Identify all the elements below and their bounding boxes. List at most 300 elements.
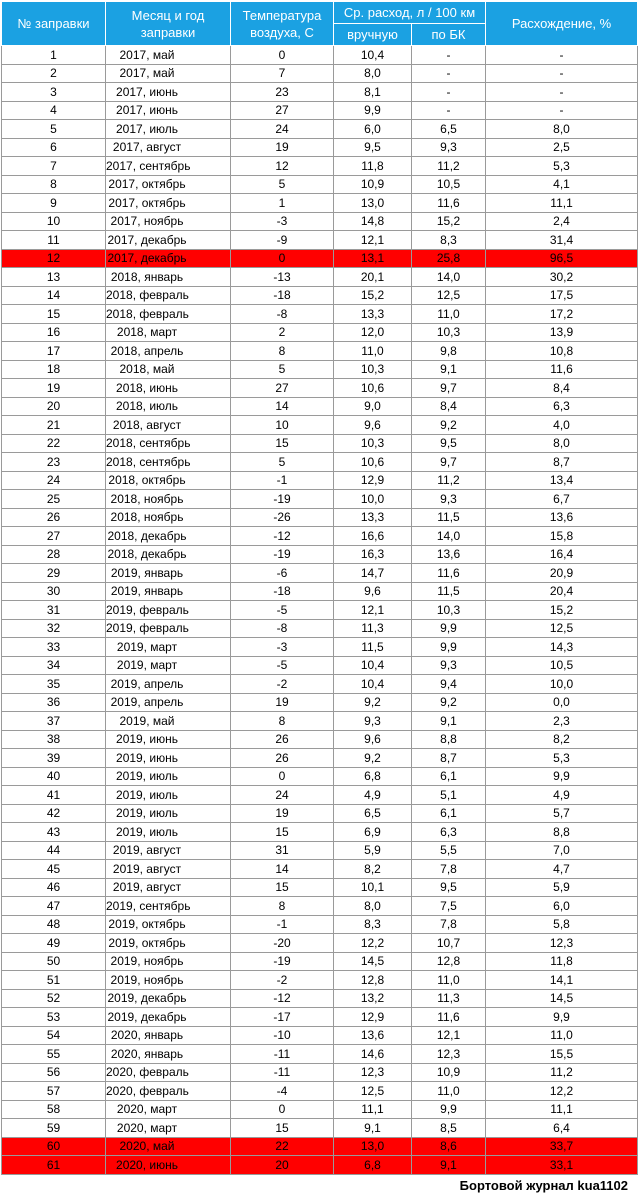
cell-temperature: 5: [231, 360, 334, 379]
table-row: [2, 64, 638, 83]
cell-manual: 10,1: [334, 878, 412, 897]
cell-temperature: 5: [231, 453, 334, 472]
cell-temperature: 15: [231, 823, 334, 842]
cell-temperature: 15: [231, 878, 334, 897]
cell-by-computer: 10,7: [412, 934, 486, 953]
cell-by-computer: 12,1: [412, 1026, 486, 1045]
cell-refuel-no: 18: [2, 360, 106, 379]
cell-discrepancy: 11,8: [486, 952, 638, 971]
header-month-year-line2: заправки: [140, 24, 196, 40]
cell-refuel-no: 54: [2, 1026, 106, 1045]
cell-manual: 13,3: [334, 305, 412, 324]
cell-month-year: 2019, март: [106, 638, 231, 657]
cell-temperature: -12: [231, 527, 334, 546]
table-row: [2, 675, 638, 694]
cell-temperature: -17: [231, 1008, 334, 1027]
cell-discrepancy: 4,9: [486, 786, 638, 805]
cell-refuel-no: 48: [2, 915, 106, 934]
cell-refuel-no: 46: [2, 878, 106, 897]
cell-temperature: 12: [231, 157, 334, 176]
cell-refuel-no: 61: [2, 1156, 106, 1175]
cell-discrepancy: 33,1: [486, 1156, 638, 1175]
cell-discrepancy: 13,6: [486, 508, 638, 527]
cell-refuel-no: 7: [2, 157, 106, 176]
cell-month-year: 2017, ноябрь: [106, 212, 231, 231]
cell-by-computer: 9,9: [412, 638, 486, 657]
cell-refuel-no: 59: [2, 1119, 106, 1138]
cell-refuel-no: 5: [2, 120, 106, 139]
cell-temperature: -11: [231, 1063, 334, 1082]
cell-refuel-no: 42: [2, 804, 106, 823]
cell-refuel-no: 34: [2, 656, 106, 675]
cell-discrepancy: 14,5: [486, 989, 638, 1008]
cell-discrepancy: 16,4: [486, 545, 638, 564]
cell-discrepancy: 17,5: [486, 286, 638, 305]
cell-by-computer: 12,8: [412, 952, 486, 971]
table-row: [2, 342, 638, 361]
cell-manual: 10,3: [334, 360, 412, 379]
cell-discrepancy: 8,8: [486, 823, 638, 842]
header-manual: вручную: [334, 24, 412, 46]
cell-month-year: 2019, июль: [106, 804, 231, 823]
cell-manual: 10,4: [334, 675, 412, 694]
table-row: [2, 582, 638, 601]
table-row: [2, 545, 638, 564]
cell-month-year: 2019, март: [106, 656, 231, 675]
cell-by-computer: 12,5: [412, 286, 486, 305]
cell-month-year: 2019, январь: [106, 582, 231, 601]
cell-temperature: -3: [231, 212, 334, 231]
table-row: [2, 212, 638, 231]
cell-manual: 10,4: [334, 656, 412, 675]
cell-by-computer: 11,5: [412, 582, 486, 601]
table-row: [2, 323, 638, 342]
cell-temperature: 22: [231, 1137, 334, 1156]
cell-month-year: 2019, август: [106, 841, 231, 860]
cell-by-computer: 9,9: [412, 619, 486, 638]
cell-month-year: 2018, май: [106, 360, 231, 379]
cell-by-computer: 9,9: [412, 1100, 486, 1119]
cell-discrepancy: 6,7: [486, 490, 638, 509]
cell-month-year: 2019, ноябрь: [106, 952, 231, 971]
cell-month-year: 2019, октябрь: [106, 915, 231, 934]
fuel-consumption-table: [1, 1, 638, 1175]
cell-temperature: 19: [231, 693, 334, 712]
cell-manual: 9,6: [334, 416, 412, 435]
cell-temperature: -4: [231, 1082, 334, 1101]
cell-by-computer: -: [412, 101, 486, 120]
table-row: [2, 915, 638, 934]
table-row: [2, 693, 638, 712]
cell-by-computer: 25,8: [412, 249, 486, 268]
table-row-highlighted: [2, 1137, 638, 1156]
cell-month-year: 2020, июнь: [106, 1156, 231, 1175]
cell-temperature: 1: [231, 194, 334, 213]
cell-manual: 8,2: [334, 860, 412, 879]
cell-temperature: 0: [231, 46, 334, 65]
cell-by-computer: 6,3: [412, 823, 486, 842]
table-row: [2, 749, 638, 768]
cell-month-year: 2020, январь: [106, 1026, 231, 1045]
cell-temperature: -13: [231, 268, 334, 287]
cell-temperature: -6: [231, 564, 334, 583]
cell-refuel-no: 37: [2, 712, 106, 731]
cell-discrepancy: 33,7: [486, 1137, 638, 1156]
cell-refuel-no: 16: [2, 323, 106, 342]
table-row: [2, 434, 638, 453]
cell-manual: 8,0: [334, 897, 412, 916]
cell-discrepancy: 4,1: [486, 175, 638, 194]
cell-manual: 10,6: [334, 379, 412, 398]
cell-by-computer: 5,5: [412, 841, 486, 860]
cell-refuel-no: 26: [2, 508, 106, 527]
header-discrepancy: Расхождение, %: [486, 2, 638, 46]
cell-discrepancy: 11,6: [486, 360, 638, 379]
cell-month-year: 2019, август: [106, 860, 231, 879]
cell-manual: 11,8: [334, 157, 412, 176]
cell-refuel-no: 36: [2, 693, 106, 712]
cell-month-year: 2018, сентябрь: [106, 434, 231, 453]
table-row: [2, 656, 638, 675]
cell-refuel-no: 47: [2, 897, 106, 916]
cell-temperature: 26: [231, 730, 334, 749]
cell-by-computer: 9,5: [412, 878, 486, 897]
header-consumption: Ср. расход, л / 100 км: [334, 2, 486, 24]
cell-discrepancy: 4,0: [486, 416, 638, 435]
cell-temperature: -5: [231, 656, 334, 675]
cell-discrepancy: 12,5: [486, 619, 638, 638]
cell-manual: 12,1: [334, 231, 412, 250]
cell-by-computer: 8,8: [412, 730, 486, 749]
table-row: [2, 564, 638, 583]
table-row: [2, 767, 638, 786]
cell-temperature: 20: [231, 1156, 334, 1175]
table-row: [2, 952, 638, 971]
cell-refuel-no: 15: [2, 305, 106, 324]
table-row: [2, 101, 638, 120]
cell-month-year: 2020, февраль: [106, 1063, 231, 1082]
cell-manual: 13,6: [334, 1026, 412, 1045]
cell-by-computer: 10,3: [412, 601, 486, 620]
cell-temperature: 27: [231, 379, 334, 398]
cell-temperature: 8: [231, 897, 334, 916]
cell-manual: 13,0: [334, 1137, 412, 1156]
cell-manual: 11,1: [334, 1100, 412, 1119]
table-row: [2, 416, 638, 435]
cell-manual: 10,6: [334, 453, 412, 472]
table-row: [2, 823, 638, 842]
table-row: [2, 157, 638, 176]
table-row: [2, 138, 638, 157]
cell-by-computer: 11,6: [412, 1008, 486, 1027]
cell-month-year: 2019, июнь: [106, 730, 231, 749]
cell-discrepancy: 8,0: [486, 120, 638, 139]
cell-temperature: -2: [231, 675, 334, 694]
cell-month-year: 2017, декабрь: [106, 249, 231, 268]
cell-refuel-no: 51: [2, 971, 106, 990]
cell-month-year: 2018, декабрь: [106, 527, 231, 546]
header-temperature: [231, 2, 334, 46]
cell-by-computer: 9,7: [412, 379, 486, 398]
cell-refuel-no: 23: [2, 453, 106, 472]
cell-by-computer: 9,2: [412, 693, 486, 712]
cell-refuel-no: 25: [2, 490, 106, 509]
cell-manual: 20,1: [334, 268, 412, 287]
table-row: [2, 619, 638, 638]
cell-temperature: 14: [231, 397, 334, 416]
cell-by-computer: 10,9: [412, 1063, 486, 1082]
table-row: [2, 730, 638, 749]
cell-discrepancy: 8,7: [486, 453, 638, 472]
cell-by-computer: 7,8: [412, 915, 486, 934]
cell-by-computer: 9,1: [412, 360, 486, 379]
cell-temperature: -10: [231, 1026, 334, 1045]
header-refuel-no: № заправки: [2, 2, 106, 46]
table-row: [2, 379, 638, 398]
cell-manual: 10,0: [334, 490, 412, 509]
cell-manual: 9,6: [334, 582, 412, 601]
cell-temperature: 15: [231, 1119, 334, 1138]
cell-refuel-no: 22: [2, 434, 106, 453]
cell-month-year: 2018, октябрь: [106, 471, 231, 490]
cell-refuel-no: 11: [2, 231, 106, 250]
cell-manual: 6,8: [334, 1156, 412, 1175]
cell-discrepancy: 13,9: [486, 323, 638, 342]
table-row: [2, 638, 638, 657]
table-row: [2, 1026, 638, 1045]
header-temperature-line1: Температура: [242, 7, 322, 23]
cell-discrepancy: 5,7: [486, 804, 638, 823]
cell-temperature: 26: [231, 749, 334, 768]
table-row: [2, 1119, 638, 1138]
cell-discrepancy: 12,3: [486, 934, 638, 953]
cell-manual: 8,3: [334, 915, 412, 934]
cell-manual: 14,8: [334, 212, 412, 231]
cell-temperature: 0: [231, 249, 334, 268]
table-row: [2, 305, 638, 324]
table-row: [2, 971, 638, 990]
cell-temperature: 31: [231, 841, 334, 860]
cell-temperature: 14: [231, 860, 334, 879]
cell-discrepancy: 2,4: [486, 212, 638, 231]
table-header: [2, 2, 638, 46]
cell-refuel-no: 8: [2, 175, 106, 194]
cell-by-computer: 13,6: [412, 545, 486, 564]
cell-manual: 8,0: [334, 64, 412, 83]
cell-refuel-no: 3: [2, 83, 106, 102]
cell-discrepancy: 20,4: [486, 582, 638, 601]
cell-discrepancy: 9,9: [486, 1008, 638, 1027]
cell-discrepancy: 12,2: [486, 1082, 638, 1101]
cell-month-year: 2020, февраль: [106, 1082, 231, 1101]
cell-discrepancy: 10,8: [486, 342, 638, 361]
cell-refuel-no: 58: [2, 1100, 106, 1119]
header-month-year: [106, 2, 231, 46]
cell-refuel-no: 44: [2, 841, 106, 860]
cell-refuel-no: 10: [2, 212, 106, 231]
table-row: [2, 508, 638, 527]
cell-refuel-no: 43: [2, 823, 106, 842]
cell-refuel-no: 13: [2, 268, 106, 287]
table-row: [2, 860, 638, 879]
cell-refuel-no: 33: [2, 638, 106, 657]
cell-manual: 9,3: [334, 712, 412, 731]
cell-discrepancy: 11,0: [486, 1026, 638, 1045]
cell-manual: 12,3: [334, 1063, 412, 1082]
cell-discrepancy: 15,2: [486, 601, 638, 620]
cell-by-computer: 8,4: [412, 397, 486, 416]
cell-temperature: 24: [231, 786, 334, 805]
cell-temperature: -2: [231, 971, 334, 990]
cell-refuel-no: 32: [2, 619, 106, 638]
cell-manual: 9,5: [334, 138, 412, 157]
cell-temperature: -19: [231, 952, 334, 971]
table-row: [2, 46, 638, 65]
cell-discrepancy: 30,2: [486, 268, 638, 287]
cell-month-year: 2019, декабрь: [106, 989, 231, 1008]
cell-month-year: 2019, июль: [106, 767, 231, 786]
table-row: [2, 1063, 638, 1082]
cell-month-year: 2020, март: [106, 1119, 231, 1138]
cell-month-year: 2018, февраль: [106, 286, 231, 305]
cell-temperature: 8: [231, 342, 334, 361]
cell-by-computer: 11,0: [412, 1082, 486, 1101]
cell-manual: 6,5: [334, 804, 412, 823]
cell-refuel-no: 39: [2, 749, 106, 768]
cell-temperature: 15: [231, 434, 334, 453]
cell-month-year: 2017, декабрь: [106, 231, 231, 250]
cell-manual: 10,9: [334, 175, 412, 194]
table-row: [2, 841, 638, 860]
cell-manual: 9,6: [334, 730, 412, 749]
cell-by-computer: 11,3: [412, 989, 486, 1008]
cell-discrepancy: 11,1: [486, 1100, 638, 1119]
table-body: [2, 46, 638, 1175]
cell-manual: 10,3: [334, 434, 412, 453]
cell-refuel-no: 40: [2, 767, 106, 786]
cell-temperature: -18: [231, 286, 334, 305]
cell-manual: 12,9: [334, 1008, 412, 1027]
table-row: [2, 471, 638, 490]
cell-manual: 11,0: [334, 342, 412, 361]
cell-discrepancy: 5,8: [486, 915, 638, 934]
cell-refuel-no: 1: [2, 46, 106, 65]
cell-month-year: 2019, май: [106, 712, 231, 731]
cell-month-year: 2019, сентябрь: [106, 897, 231, 916]
table-row: [2, 897, 638, 916]
cell-by-computer: 7,5: [412, 897, 486, 916]
cell-temperature: -19: [231, 545, 334, 564]
cell-manual: 8,1: [334, 83, 412, 102]
cell-discrepancy: 11,1: [486, 194, 638, 213]
cell-month-year: 2019, апрель: [106, 693, 231, 712]
cell-manual: 10,4: [334, 46, 412, 65]
cell-refuel-no: 52: [2, 989, 106, 1008]
table-row: [2, 1082, 638, 1101]
cell-refuel-no: 24: [2, 471, 106, 490]
cell-by-computer: -: [412, 64, 486, 83]
cell-temperature: 0: [231, 1100, 334, 1119]
cell-discrepancy: -: [486, 83, 638, 102]
cell-discrepancy: 5,3: [486, 157, 638, 176]
cell-temperature: 2: [231, 323, 334, 342]
cell-discrepancy: 11,2: [486, 1063, 638, 1082]
cell-discrepancy: 4,7: [486, 860, 638, 879]
cell-by-computer: 8,6: [412, 1137, 486, 1156]
cell-by-computer: 9,3: [412, 656, 486, 675]
cell-month-year: 2017, июнь: [106, 101, 231, 120]
cell-refuel-no: 57: [2, 1082, 106, 1101]
cell-discrepancy: 10,0: [486, 675, 638, 694]
cell-discrepancy: 14,1: [486, 971, 638, 990]
cell-manual: 13,1: [334, 249, 412, 268]
cell-month-year: 2019, февраль: [106, 619, 231, 638]
cell-manual: 16,6: [334, 527, 412, 546]
cell-month-year: 2019, январь: [106, 564, 231, 583]
cell-discrepancy: 7,0: [486, 841, 638, 860]
cell-manual: 9,0: [334, 397, 412, 416]
cell-refuel-no: 4: [2, 101, 106, 120]
cell-discrepancy: 17,2: [486, 305, 638, 324]
table-row: [2, 786, 638, 805]
cell-by-computer: 11,6: [412, 564, 486, 583]
cell-temperature: -5: [231, 601, 334, 620]
cell-discrepancy: 8,0: [486, 434, 638, 453]
cell-manual: 15,2: [334, 286, 412, 305]
cell-temperature: 19: [231, 138, 334, 157]
cell-by-computer: 14,0: [412, 268, 486, 287]
cell-by-computer: 12,3: [412, 1045, 486, 1064]
footer-caption: Бортовой журнал kua1102: [459, 1178, 628, 1193]
table-row: [2, 268, 638, 287]
cell-by-computer: 7,8: [412, 860, 486, 879]
cell-temperature: 24: [231, 120, 334, 139]
cell-refuel-no: 35: [2, 675, 106, 694]
cell-month-year: 2017, август: [106, 138, 231, 157]
cell-temperature: -9: [231, 231, 334, 250]
cell-month-year: 2017, октябрь: [106, 194, 231, 213]
header-month-year-line1: Месяц и год: [131, 7, 205, 23]
cell-month-year: 2020, март: [106, 1100, 231, 1119]
cell-month-year: 2018, ноябрь: [106, 490, 231, 509]
cell-discrepancy: 20,9: [486, 564, 638, 583]
cell-by-computer: 9,1: [412, 712, 486, 731]
cell-month-year: 2017, май: [106, 64, 231, 83]
cell-temperature: 8: [231, 712, 334, 731]
table-row: [2, 1100, 638, 1119]
cell-refuel-no: 14: [2, 286, 106, 305]
cell-temperature: 7: [231, 64, 334, 83]
table-row-highlighted: [2, 1156, 638, 1175]
cell-month-year: 2018, январь: [106, 268, 231, 287]
cell-manual: 12,2: [334, 934, 412, 953]
table-row-highlighted: [2, 249, 638, 268]
cell-month-year: 2018, ноябрь: [106, 508, 231, 527]
cell-temperature: 0: [231, 767, 334, 786]
cell-manual: 12,0: [334, 323, 412, 342]
cell-by-computer: 14,0: [412, 527, 486, 546]
cell-temperature: 19: [231, 804, 334, 823]
table-row: [2, 175, 638, 194]
cell-temperature: 23: [231, 83, 334, 102]
table-row: [2, 120, 638, 139]
cell-manual: 11,5: [334, 638, 412, 657]
cell-refuel-no: 41: [2, 786, 106, 805]
cell-by-computer: 11,6: [412, 194, 486, 213]
cell-refuel-no: 56: [2, 1063, 106, 1082]
cell-discrepancy: 9,9: [486, 767, 638, 786]
cell-by-computer: 9,5: [412, 434, 486, 453]
